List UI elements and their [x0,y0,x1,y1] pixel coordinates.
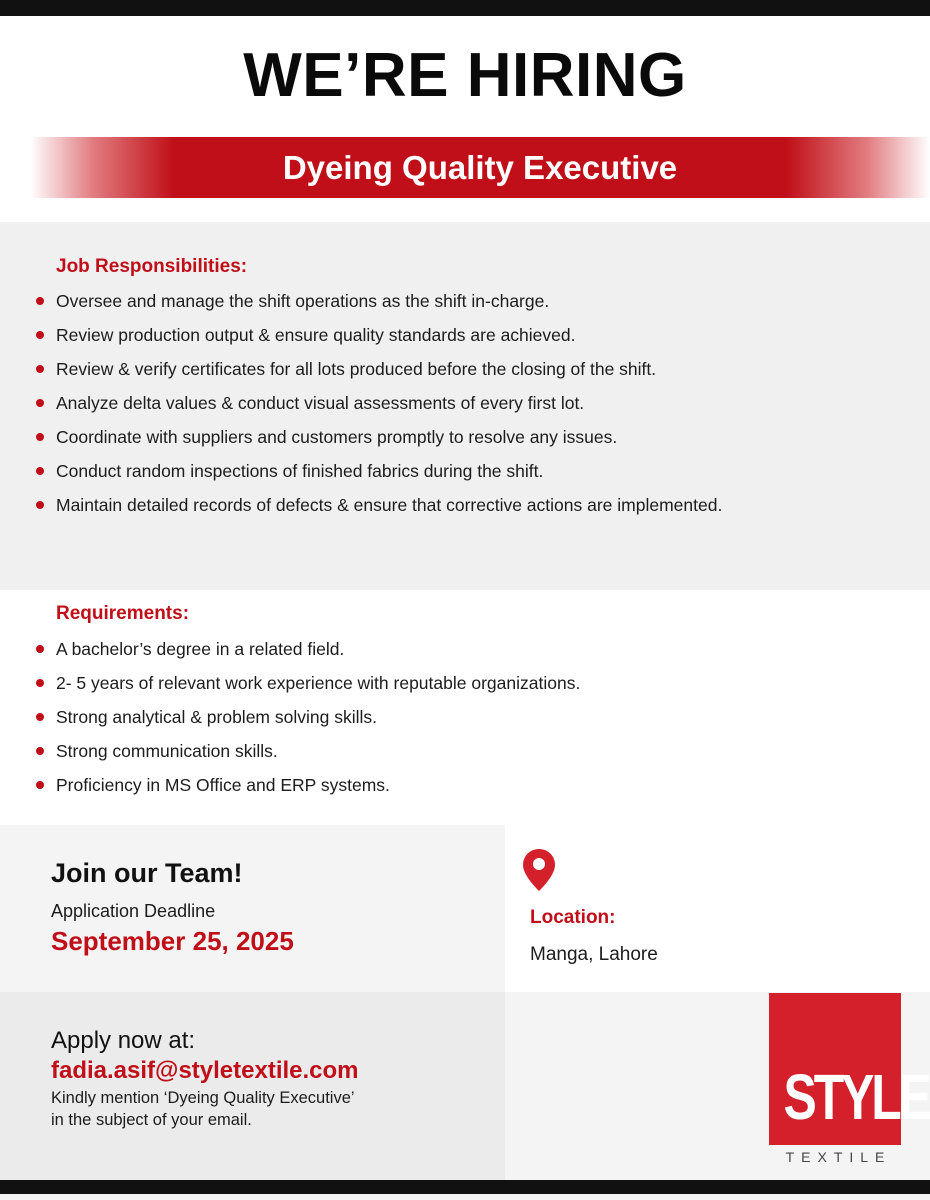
list-item-text: Oversee and manage the shift operations as the shift in-charge. [56,291,550,311]
list-item-text: Review production output & ensure quality standards are achieved. [56,325,576,345]
responsibilities-heading: Job Responsibilities: [56,256,248,277]
map-pin-icon [522,848,556,892]
list-item-text: 2- 5 years of relevant work experience with reputable organizations. [56,673,581,693]
bullet-icon [36,365,44,373]
deadline-date: September 25, 2025 [51,926,294,956]
bullet-icon [36,747,44,755]
logo-subtitle: TEXTILE [785,1149,892,1165]
list-item [36,352,722,386]
list-item-text: Conduct random inspections of finished fabrics during the shift. [56,461,544,481]
bullet-icon [36,297,44,305]
apply-panel [0,992,505,1180]
list-item-text: Coordinate with suppliers and customers promptly to resolve any issues. [56,427,618,447]
location-label: Location: [530,907,616,928]
hiring-headline: WE’RE HIRING [243,41,687,110]
apply-note-line: in the subject of your email. [51,1111,252,1129]
list-item [36,318,722,352]
list-item-text: Proficiency in MS Office and ERP systems. [56,775,390,795]
bullet-icon [36,679,44,687]
apply-label: Apply now at: [51,1027,196,1054]
requirements-heading: Requirements: [56,603,190,624]
responsibilities-list [36,284,722,522]
bullet-icon [36,467,44,475]
list-item [36,454,722,488]
bullet-icon [36,645,44,653]
style-textile-logo [769,993,929,1145]
list-item [36,666,580,700]
list-item-text: Analyze delta values & conduct visual assessments of every first lot. [56,393,585,413]
apply-note-line: Kindly mention ‘Dyeing Quality Executive’ [51,1089,355,1107]
bullet-icon [36,781,44,789]
list-item [36,632,580,666]
join-title: Join our Team! [51,858,243,888]
list-item-text: A bachelor’s degree in a related field. [56,639,345,659]
bullet-icon [36,399,44,407]
bullet-icon [36,713,44,721]
job-title: Dyeing Quality Executive [282,149,678,186]
bottom-border [0,1180,930,1194]
job-title-banner [30,137,930,198]
location-value: Manga, Lahore [530,944,658,965]
bullet-icon [36,331,44,339]
apply-email-link[interactable]: fadia.asif@styletextile.com [51,1057,359,1084]
list-item [36,420,722,454]
list-item [36,734,580,768]
bullet-icon [36,433,44,441]
list-item-text: Strong analytical & problem solving skills. [56,707,377,727]
list-item [36,386,722,420]
deadline-label: Application Deadline [51,901,216,921]
list-item [36,488,722,522]
bottom-strip [0,1194,930,1200]
list-item [36,768,580,802]
list-item-text: Maintain detailed records of defects & ensure that corrective actions are implemented. [56,495,723,515]
logo-wordmark: STYLE [783,1061,929,1133]
requirements-list [36,632,580,802]
list-item [36,284,722,318]
list-item-text: Strong communication skills. [56,741,278,761]
top-border [0,0,930,16]
list-item [36,700,580,734]
list-item-text: Review & verify certificates for all lots produced before the closing of the shift. [56,359,657,379]
apply-note [51,1087,431,1131]
bullet-icon [36,501,44,509]
